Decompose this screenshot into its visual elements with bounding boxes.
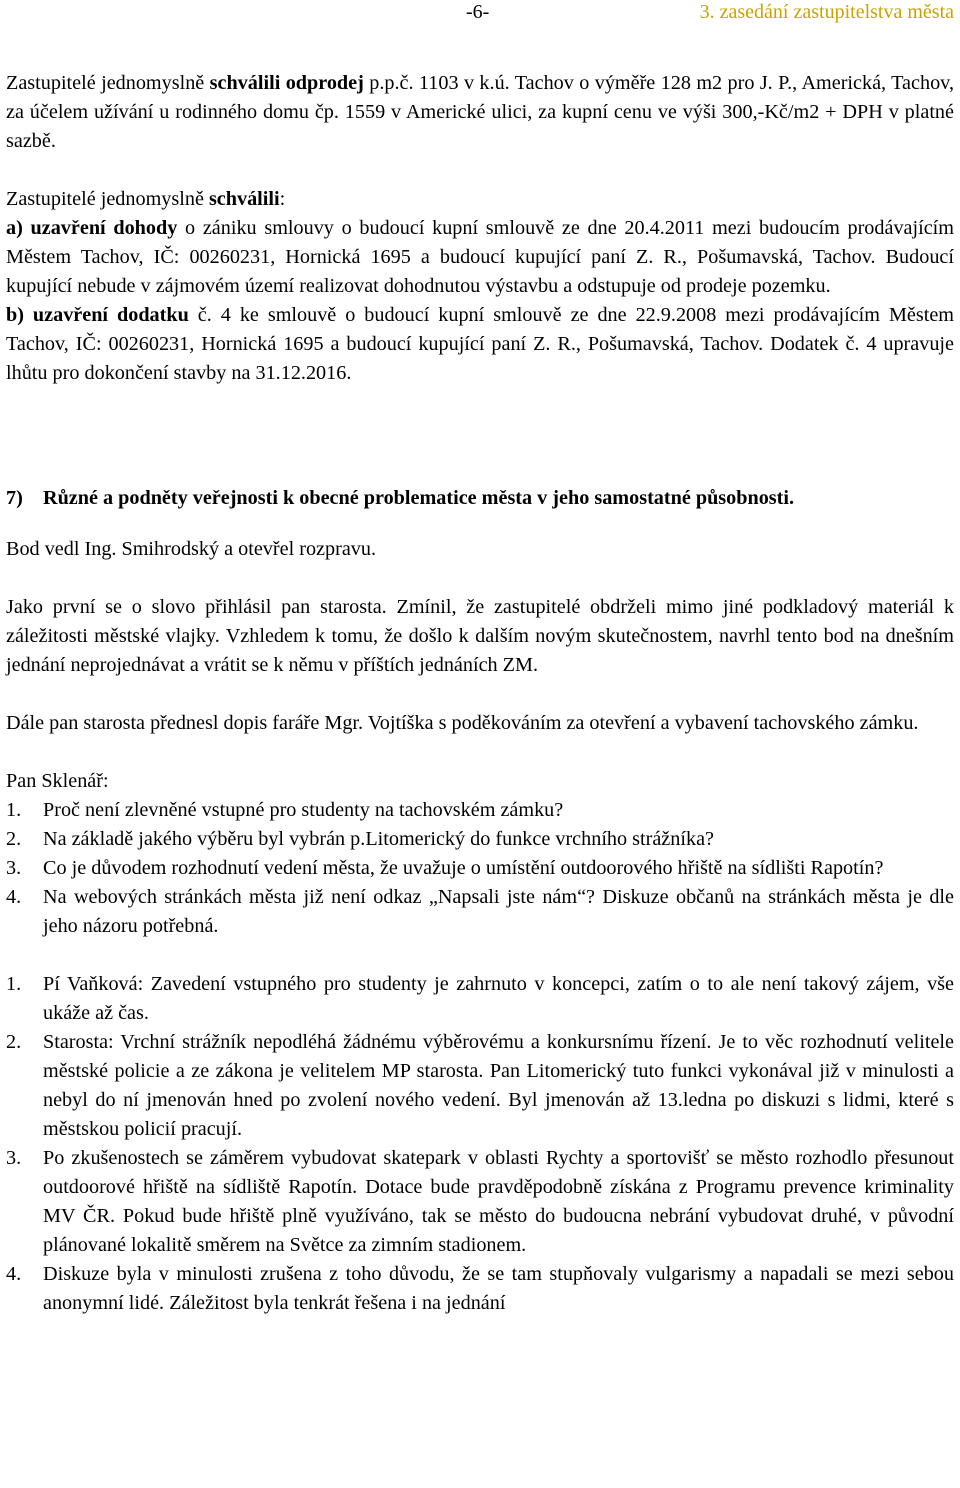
speaker-label: Pan Sklenář: xyxy=(6,770,109,792)
list-item: 4. Na webových stránkách města již není odkaz „Napsali jste nám“? Diskuze občanů na stránkách města je dle jeho názoru potřebná. xyxy=(6,886,954,937)
resolution-approve: Zastupitelé jednomyslně schválili: xyxy=(6,188,286,210)
page-number: -6- xyxy=(466,1,490,23)
list-item: 2. Starosta: Vrchní strážník nepodléhá žádnému výběrovému a konkursnímu řízení. Je to věc rozhodnutí velitele městské policie a ze zákona je velitelem MP starosta. Pan Litomerický tuto funkci vykonával již v minulosti a nebyl do ní jmenován hned po zvolení nového vedení. Byl jmenován až 13.ledna po diskuzi s lidmi, které s městskou policií pracují. xyxy=(6,1031,954,1140)
list-item: 1. Proč není zlevněné vstupné pro studenty na tachovském zámku? xyxy=(6,799,564,821)
section-number: 7) xyxy=(6,487,23,509)
list-item: 3. Po zkušenostech se záměrem vybudovat skatepark v oblasti Rychty a sportovišť se město rozhodlo přesunout outdoorové hřiště na sídliště Rapotín. Dotace bude pravděpodobně získána z Programu prevence kriminality MV ČR. Pokud bude hřiště plně využíváno, tak se město do budoucna nebrání vybudovat druhé, v původní plánované lokalitě směrem na Světce za zimním stadionem. xyxy=(6,1147,954,1256)
resolution-item-a: a) uzavření dohody o zániku smlouvy o budoucí kupní smlouvě ze dne 20.4.2011 mezi budoucím prodávajícím Městem Tachov, IČ: 00260231, Hornická 1695 a budoucí kupující paní Z. R., Pošumavská, Tachov. Budoucí kupující nebude v zájmovém území realizovat dohodnutou výstavbu a odstupuje od prodeje pozemku. xyxy=(6,217,954,297)
list-item: 3. Co je důvodem rozhodnutí vedení města, že uvažuje o umístění outdoorového hřiště na sídlišti Rapotín? xyxy=(6,857,884,879)
resolution-keyword: schválili odprodej xyxy=(209,72,364,94)
document-body xyxy=(6,69,954,1318)
answers-list xyxy=(6,970,954,1318)
resolution-sale: Zastupitelé jednomyslně schválili odprodej p.p.č. 1103 v k.ú. Tachov o výměře 128 m2 pro J. P., Americká, Tachov, za účelem užívání u rodinného domu čp. 1559 v Americké ulici, za kupní cenu ve výši 300,-Kč/m2 + DPH v platné sazbě. xyxy=(6,72,954,152)
list-item: 2. Na základě jakého výběru byl vybrán p.Litomerický do funkce vrchního strážníka? xyxy=(6,828,714,850)
resolution-keyword: schválili xyxy=(208,188,280,210)
questions-list xyxy=(6,796,954,941)
section-title: Různé a podněty veřejnosti k obecné problematice města v jeho samostatné působnosti. xyxy=(43,487,795,509)
paragraph-mayor: Jako první se o slovo přihlásil pan starosta. Zmínil, že zastupitelé obdrželi mimo jiné podkladový materiál k záležitosti městské vlajky. Vzhledem k tomu, že došlo k dalším novým skutečnostem, navrhl tento bod na dnešním jednání neprojednávat a vrátit se k němu v příštích jednáních ZM. xyxy=(6,596,954,676)
list-item: 4. Diskuze byla v minulosti zrušena z toho důvodu, že se tam stupňovaly vulgarismy a napadali se mezi sebou anonymní lidé. Záležitost byla tenkrát řešena i na jednání xyxy=(6,1263,954,1314)
list-item: 1. Pí Vaňková: Zavedení vstupného pro studenty je zahrnuto v koncepci, zatím o to ale není takový zájem, vše ukáže až čas. xyxy=(6,973,954,1024)
resolution-item-b: b) uzavření dodatku č. 4 ke smlouvě o budoucí kupní smlouvě ze dne 22.9.2008 mezi prodávajícím Městem Tachov, IČ: 00260231, Hornická 1695 a budoucí kupující paní Z. R., Pošumavská, Tachov. Dodatek č. 4 upravuje lhůtu pro dokončení stavby na 31.12.2016. xyxy=(6,304,954,384)
section-heading xyxy=(6,484,954,513)
paragraph-letter: Dále pan starosta přednesl dopis faráře Mgr. Vojtíška s poděkováním za otevření a vybavení tachovského zámku. xyxy=(6,712,919,734)
paragraph-chair: Bod vedl Ing. Smihrodský a otevřel rozpravu. xyxy=(6,538,377,560)
page-header xyxy=(0,0,960,26)
meeting-title: 3. zasedání zastupitelstva města xyxy=(699,1,954,23)
